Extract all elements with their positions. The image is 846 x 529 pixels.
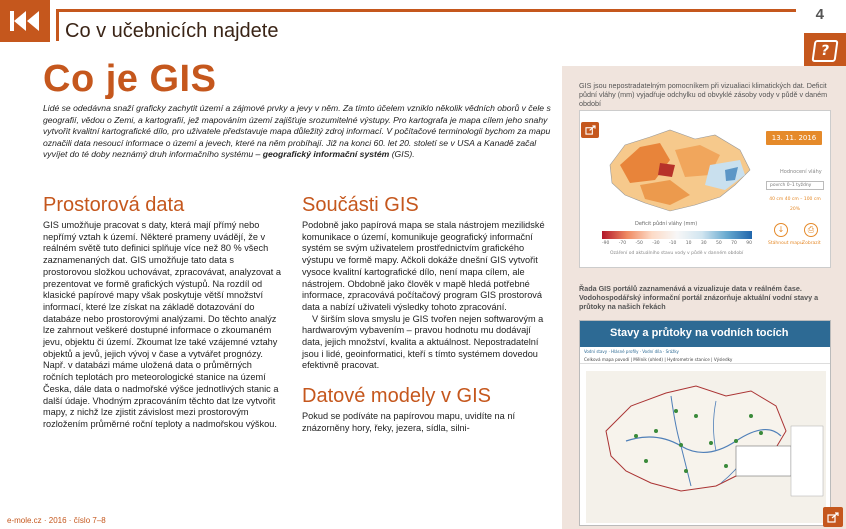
drought-map-image [600, 125, 755, 215]
intro-paragraph [43, 103, 551, 161]
rewind-icon [8, 9, 42, 33]
download-label: Stáhnout mapu [768, 241, 803, 246]
legend-tick: 70 [731, 241, 737, 246]
print-label: Zobrazit [802, 241, 821, 246]
date-selector[interactable]: 13. 11. 2016 [766, 131, 822, 145]
legend-title: Deficit půdní vláhy (mm) [635, 221, 698, 227]
percent-option[interactable]: 20% [789, 207, 800, 212]
legend-ticks [602, 241, 752, 246]
paragraph-soucasti-2: V širším slova smyslu je GIS tvořen nejen softwarovým a hardwarovým vybavením – pravou hodnotu mu dodávají data, jejich množství, kvalita a aktuálnost. Nepostradatelní jsou i lidé, geoinformatici, kteří s tímto systémem dovedou efektivně pracovat. [302, 313, 544, 371]
heading-soucasti-gis: Součásti GIS [302, 194, 419, 216]
share-icon[interactable] [581, 122, 599, 138]
paragraph-datove-modely: Pokud se podíváte na papírovou mapu, uvidíte na ní znázorněny hory, řeky, jezera, sídla, silni- [302, 411, 515, 433]
portal-nav[interactable]: Vodní stavy · Hlásné profily · Vodní díla · Srážky [584, 349, 679, 354]
legend-tick: -30 [652, 241, 660, 246]
question-icon: ? [811, 40, 838, 62]
paragraph-prostorova-data: GIS umožňuje pracovat s daty, která mají přímý nebo nepřímý vztah k území. Některé prameny uvádějí, že v reálném světě tuto definici splňuje více než 80 % všech zaznamenaných dat. GIS umožňuje tato data s prostorovou složkou uchovávat, zpracovávat, analyzovat a prezentovat ve formě grafických výstupů. Na rozdíl od klasické papírové mapy však poskytuje větší množství informací, které lze získat na základě dotazování do databáze nebo prostorovými analýzami. Do těchto analýz lze zahrnout veškeré dostupné informace o zkoumaném jevu, objektu či území. Zkoumat lze také vzájemné vztahy objektů a jevů, jejich vývoj v čase a vytvářet prognózy. Např. v databázi máme uložená data o průměrných ročních teplotách pro meteorologické stanice na území Česka, dále data o nadmořské výšce jednotlivých stanic a další údaje. Vhodným zpracováním těchto dat lze vytvořit mapy, z nichž lze zjistit závislost mezi prostorovým rozložením průměrné roční teploty a nadmořskou výškou. [43, 220, 281, 429]
legend-tick: -90 [602, 241, 610, 246]
section-title: Co v učebnicích najdete [56, 9, 796, 41]
intro-bold-term: geografický informační systém [262, 149, 390, 160]
river-map-image [586, 371, 826, 523]
download-icon[interactable]: ↓ [774, 223, 788, 237]
external-link-icon [827, 512, 839, 523]
depth-options[interactable]: 40 cm 40 cm – 100 cm [769, 197, 821, 202]
screenshot-drought-map[interactable] [579, 110, 831, 268]
quiz-button[interactable] [804, 33, 846, 69]
portal-subnav[interactable]: Celková mapa povodí | Mělnik (ohled) | Hydrometrie stanice | Výsledky [580, 355, 830, 364]
heading-prostorova-data: Prostorová data [43, 194, 185, 216]
column-soucasti-gis [302, 193, 547, 435]
heading-datove-modely: Datové modely v GIS [302, 385, 491, 408]
legend-tick: -10 [669, 241, 677, 246]
back-button[interactable] [0, 0, 50, 42]
legend-tick: 10 [685, 241, 692, 246]
sidebar-gallery [562, 66, 846, 529]
page-number: 4 [815, 6, 824, 23]
legend-tick: 30 [700, 241, 707, 246]
legend-tick: 90 [746, 241, 752, 246]
depth-select[interactable]: povrch 0–1 tyždny [766, 181, 824, 190]
caption-water-portal: Řada GIS portálů zaznamenává a vizualizuje data v reálném čase. Vodohospodářský informační portál znázorňuje aktuální vodní stavy a průtoky na našich řekách [579, 284, 819, 311]
legend-colorbar [602, 231, 752, 239]
footer: e-mole.cz · 2016 · číslo 7–8 [7, 516, 106, 525]
legend-tick: -50 [635, 241, 643, 246]
portal-banner: Stavy a průtoky na vodních tocích [580, 321, 830, 347]
share-icon-bottom[interactable] [823, 507, 843, 527]
intro-text-end: (GIS). [389, 149, 415, 160]
paragraph-soucasti-1: Podobně jako papírová mapa se stala nástrojem mezilidské komunikace o území, komunikuje geografický informační systém se svým uživatelem prostřednictvím grafického výstupu ve formě mapy. Ačkoli dokáže dnešní GIS vytvořit vysoce kvalitní kartografické dílo, není mapa cílem, ale nástrojem. Obdobně jako člověk v mapě hledá potřebné informace, zpracovává počítačový program GIS prostorová data a nabízí uživateli výsledky tohoto zpracování. [302, 220, 545, 312]
legend-tick: -70 [618, 241, 627, 246]
column-prostorova-data [43, 193, 283, 431]
caption-drought-map: GIS jsou nepostradatelným pomocníkem při vizualiaci klimatických dat. Deficit půdní vláhy (mm) vyjadřuje odchylku od obvyklé zásoby vody v půdě v daném období [579, 81, 828, 108]
intro-text: Lidé se odedávna snaží graficky zachytit území a zájmové prvky a jevy v něm. Za tímto účelem vzniklo několik vědních oborů v čele s geografií, vědou o Zemi, a kartografií, jež mapováním území zajišťuje srozumitelné výstupy. Pro kartografa je mapa cílem jeho snahy vytvořit kvalitní kartografické dílo, pro uživatele představuje mapa důležitý zdroj informací. V počítačové terminologii bychom za mapu označili data nesoucí informace o území a jevech, které na něm probíhají. Již na konci 60. let 20. století se v USA a Kanadě začal vyvíjet do té doby neznámý druh informačního systému – [43, 103, 551, 160]
screenshot-water-portal[interactable] [579, 320, 831, 526]
print-icon[interactable]: ⎙ [804, 223, 818, 237]
panel-label: Hodnocení vláhy [780, 169, 822, 175]
legend-tick: 50 [716, 241, 722, 246]
legend-note: Ozáření od aktuálního stavu vody v půdě v danném období [610, 251, 744, 256]
main-title: Co je GIS [43, 58, 217, 100]
external-link-icon [585, 125, 596, 135]
